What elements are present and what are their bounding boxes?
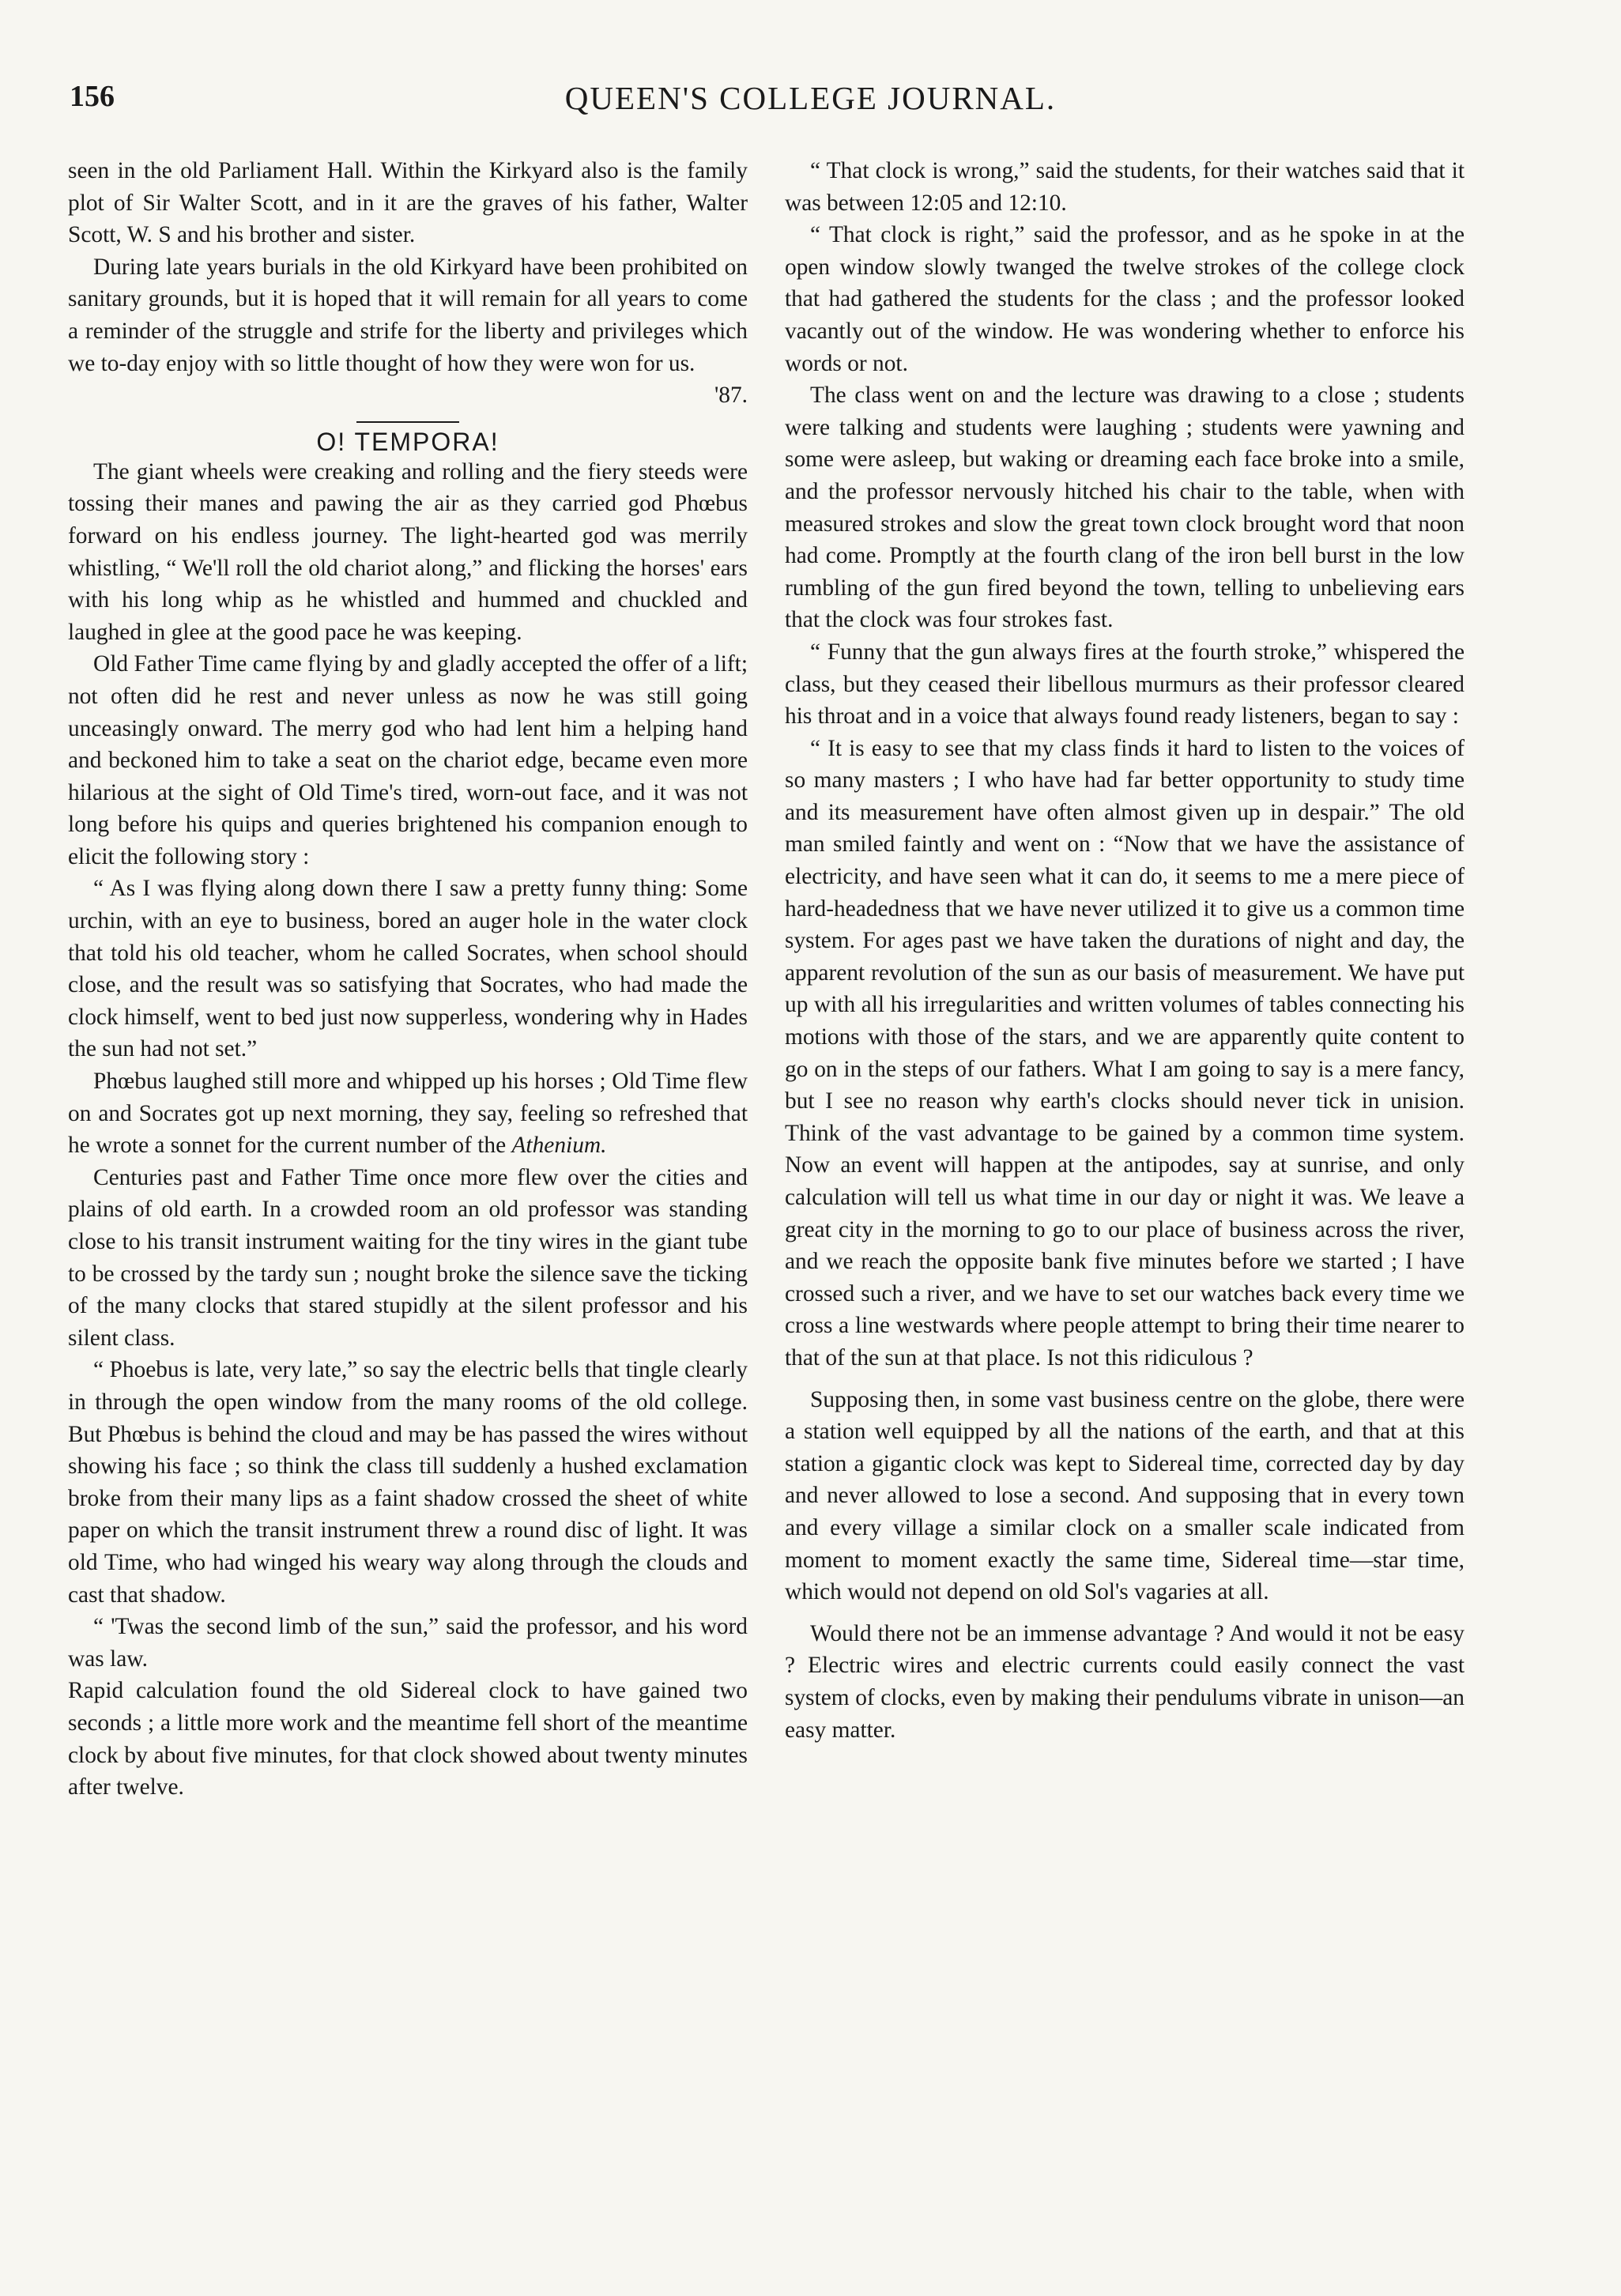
paragraph: During late years burials in the old Kirkyard have been prohibited on sanitary grounds, but it is hoped that it will remain for all years to come a reminder of the struggle and strife for the liberty and privileges which we to-day enjoy with so little thought of how they were won for us. — [68, 254, 748, 376]
paragraph: seen in the old Parliament Hall. Within the Kirkyard also is the family plot of Sir Walter Scott, and in it are the graves of his father, Walter Scott, W. S and his brother and sister. — [68, 158, 748, 248]
paragraph: Centuries past and Father Time once more flew over the cities and plains of old earth. In a crowded room an old professor was standing close to his transit instrument waiting for the tiny wires in the giant tube to be crossed by the tardy sun ; nought broke the silence save the ticking of the many clocks that stared stupidly at the silent professor and his silent class. — [68, 1164, 748, 1351]
paragraph: “ As I was flying along down there I saw a pretty funny thing: Some urchin, with an eye to business, bored an auger hole in the water clock that told his old teacher, whom he called Socrates, when school should close, and the result was so satisfying that Socrates, who had made the clock himself, went to bed just now supperless, wondering why in Hades the sun had not set.” — [68, 876, 748, 1062]
left-column — [68, 155, 748, 1804]
page-number: 156 — [70, 80, 115, 113]
paragraph: Would there not be an immense advantage ? And would it not be easy ? Electric wires and electric currents could easily connect the vast system of clocks, even by making their pendulums vibrate in unison—an easy matter. — [785, 1620, 1465, 1743]
paragraph: “ Funny that the gun always fires at the fourth stroke,” whispered the class, but they ceased their libellous murmurs as their professor cleared his throat and in a voice that always found ready listeners, began to say : — [785, 639, 1465, 730]
paragraph-text: Phœbus laughed still more and whipped up his horses ; Old Time flew on and Socrates got up next morning, they say, feeling so refreshed that he wrote a sonnet for the current number of the — [68, 1069, 748, 1159]
paragraph: The class went on and the lecture was drawing to a close ; students were talking and students were laughing ; students were yawning and some were asleep, but waking or dreaming each face broke into a smile, and the professor nervously hitched his chair to the table, when with measured strokes and slow the great town clock brought word that noon had come. Promptly at the fourth clang of the iron bell burst in the low rumbling of the gun fired beyond the town, telling to unbelieving ears that the clock was four strokes fast. — [785, 383, 1465, 633]
paragraph: “ That clock is wrong,” said the students, for their watches said that it was between 12:05 and 12:10. — [785, 158, 1465, 216]
paragraph: “ It is easy to see that my class finds it hard to listen to the voices of so many masters ; I who have had far better opportunity to study time and its measurement have often almost given up in despair.” The old man smiled faintly and went on : “Now that we have the assistance of electricity, and have seen what it can do, it seems to me a mere piece of hard-headedness that we have never utilized it to give us a common time system. For ages past we have taken the durations of night and day, the apparent revolution of the sun as our basis of measurement. We have put up with all his irregularities and written volumes of tables connecting his motions with those of the stars, and we are apparently quite content to go on in the steps of our fathers. What I am going to say is a mere fancy, but I see no reason why earth's clocks should never tick in unision. Think of the vast advantage to be gained by a common time system. Now an event will happen at the antipodes, say at sunrise, and only calculation will tell us what time in our day or night it was. We leave a great city in the morning to go to our place of business across the river, and we reach the opposite bank five minutes before we started ; I have crossed such a river, and we have to set our watches back every time we cross a line westwards where people attempt to bring their time nearer to that of the sun at that place. Is not this ridiculous ? — [785, 735, 1465, 1370]
journal-title: QUEEN'S COLLEGE JOURNAL. — [564, 80, 1057, 116]
paragraph: “ 'Twas the second limb of the sun,” said the professor, and his word was law. — [68, 1614, 748, 1672]
paragraph: Rapid calculation found the old Sidereal clock to have gained two seconds ; a little more work and the meantime fell short of the meantime clock by about five minutes, for that clock showed about twenty minutes after twelve. — [68, 1678, 748, 1800]
signature: '87. — [714, 383, 748, 409]
paragraph: “ That clock is right,” said the professor, and as he spoke in at the open window slowly twanged the twelve strokes of the college clock that had gathered the students for the class ; and the professor looked vacantly out of the window. He was wondering whether to enforce his words or not. — [785, 222, 1465, 376]
right-column — [785, 155, 1465, 1746]
paragraph: The giant wheels were creaking and rolling and the fiery steeds were tossing their manes and pawing the air as they carried god Phœbus forward on his endless journey. The light-hearted god was merrily whistling, “ We'll roll the old chariot along,” and flicking the horses' ears with his long whip as he whistled and hummed and chuckled and laughed in glee at the good pace he was keeping. — [68, 458, 748, 645]
paragraph: Supposing then, in some vast business centre on the globe, there were a station well equipped by all the nations of the earth, and that at this station a gigantic clock was kept to Sidereal time, corrected day by day and never allowed to lose a second. And supposing that in every town and every village a similar clock on a smaller scale indicated from moment to moment exactly the same time, Sidereal time—star time, which would not depend on old Sol's vagaries at all. — [785, 1386, 1465, 1605]
paragraph: “ Phoebus is late, very late,” so say the electric bells that tingle clearly in through the open window from the many rooms of the old college. But Phœbus is behind the cloud and may be has passed the wires without showing his face ; so think the class till suddenly a hushed exclamation broke from their many lips as a faint shadow crossed the sheet of white paper on which the transit instrument threw a round disc of light. It was old Time, who had winged his weary way along through the clouds and cast that shadow. — [68, 1357, 748, 1608]
paragraph: Old Father Time came flying by and gladly accepted the offer of a lift; not often did he rest and never unless as now he was still going unceasingly onward. The merry god who had lent him a helping hand and beckoned him to take a seat on the chariot edge, became even more hilarious at the sight of Old Time's tired, worn-out face, and it was not long before his quips and queries brightened his companion enough to elicit the following story : — [68, 651, 748, 869]
paragraph — [68, 1065, 748, 1162]
section-title: O! TEMPORA! — [316, 427, 499, 456]
section-divider — [356, 421, 459, 423]
page-header — [0, 79, 1621, 126]
publication-title: Athenium. — [511, 1133, 607, 1159]
